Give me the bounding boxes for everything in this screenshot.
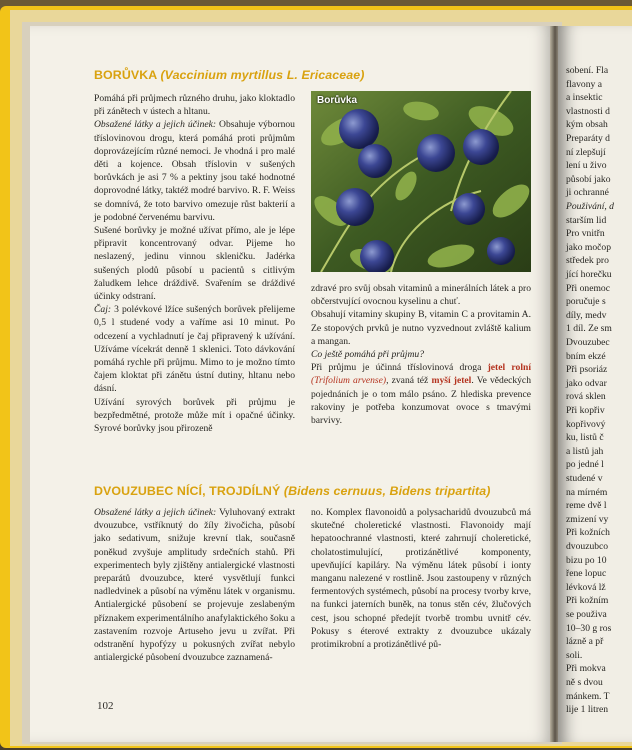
right-page-line: středek pro xyxy=(566,255,609,267)
right-page-line: Použivání, d xyxy=(566,201,614,212)
right-page-line: řene lopuc xyxy=(566,568,607,580)
right-page-line: ji ochranné xyxy=(566,187,609,199)
blueberry-photo xyxy=(311,91,531,272)
right-page-line: 1 díl. Ze sm xyxy=(566,323,612,335)
right-page-line: rová sklen xyxy=(566,391,606,403)
heading-title: BORŮVKA xyxy=(94,68,157,82)
right-page-line: na mírném xyxy=(566,486,608,498)
boruvka-right-column xyxy=(311,282,531,427)
right-page-line: se použiva xyxy=(566,609,607,620)
paragraph: zdravé pro svůj obsah vitaminů a minerálních látek a pro občerstvující ovocnou kyselinu a chuť. xyxy=(311,283,531,308)
right-page-line: a listů jah xyxy=(566,445,604,457)
blueberry-illustration xyxy=(311,91,531,272)
paragraph: Sušené borůvky je možné užívat přímo, ale je lépe připravit koncentrovaný odvar. Pijeme ho neslazený, jedinu vinnou skleničku. Jadérka sušených plodů působí u pacientů s citlivým žaludkem lehce dráždivě. Svařením se dráždivé účinky odstraní. xyxy=(94,225,295,303)
right-page-line: poručuje s xyxy=(566,296,606,308)
right-page-line: působí jako xyxy=(566,173,611,185)
right-page-line: po jedné l xyxy=(566,459,604,471)
right-page-line: ku, listů č xyxy=(566,432,604,444)
right-page-line: vlastnosti d xyxy=(566,105,610,117)
heading-title: DVOUZUBEC NÍCÍ, TROJDÍLNÝ xyxy=(94,484,281,498)
right-page-line: Při psoriáz xyxy=(566,364,608,376)
right-page-line: bizu po 10 xyxy=(566,554,607,566)
right-page-line: reme dvě l xyxy=(566,500,607,512)
right-page-line: Při kožních xyxy=(566,527,610,539)
right-page-line: dvouzubco xyxy=(566,541,609,552)
right-page-line: flavony a xyxy=(566,78,602,90)
right-page-line: lázně a př xyxy=(566,636,604,648)
right-page-line: sobení. Fla xyxy=(566,65,609,76)
right-page-line: jící horečku xyxy=(566,269,612,280)
right-page-line: a insektic xyxy=(566,92,603,104)
right-page-line: lení u živo xyxy=(566,160,607,172)
question-line: Co ještě pomáhá při průjmu? xyxy=(311,349,424,361)
right-page-line: soli. xyxy=(566,649,583,661)
dvouzubec-left-column xyxy=(94,506,295,664)
paragraph: no. Komplex flavonoidů a polysacharidů dvouzubců má skutečné choleretické vlastnosti. Flavonoidy mají hepatoochranné vlastnosti, které zahrnují choleretické, cholatostimulující, protizánětlivé komponenty, upevňující kapiláry. Na výměnu látek působí i ionty manganu nalezené v rostlině. Jsou zastoupeny v různých fermentových systémech, působí na procesy tvorby krve, na funkci jaterních buněk, na tonus stěn cév, žlučových cest, jsou schopné předejít tvorbě trombu uvnitř cév. Pokusy s éterové extrakty z dvouzubce ukázaly protimikrobní a protizánětlivé pů- xyxy=(311,507,531,651)
right-page-line: kopřivový xyxy=(566,418,606,430)
right-page-line: jako odvar xyxy=(566,377,607,389)
heading-latin: (Bidens cernuus, Bidens tripartita) xyxy=(283,484,491,498)
right-page-line: starším lid xyxy=(566,214,607,226)
paragraph: Obsahují vitaminy skupiny B, vitamin C a provitamin A. Ze stopových prvků je nutno vyzvednout zvláště kalium a mangan. xyxy=(311,309,531,347)
right-page-line: bním ekzé xyxy=(566,350,606,362)
right-page-line: kým obsah xyxy=(566,119,608,131)
paragraph: Pomáhá při průjmech různého druhu, jako kloktadlo při zánětech v ústech a hltanu. xyxy=(94,93,295,118)
paragraph: Užívání syrových borůvek při průjmu je bezpředmětné, protože může mít i opačné účinky. Syrové borůvky jsou přirozeně xyxy=(94,396,295,435)
right-page-line: mánkem. T xyxy=(566,690,610,702)
boruvka-left-column xyxy=(94,92,295,435)
right-page-line: Při kopřiv xyxy=(566,405,605,416)
paragraph: Čaj: 3 polévkové lžíce sušených borůvek přelijeme 0,5 l studené vody a vaříme asi 10 minut. Po odcezení a vychladnutí je čaj připravený k užívání. Užíváme vícekrát denně 1 sklenici. Toto dávkování pomáhá rychle při průjmu. Mimo to je možno tímto čajem kloktat při zánětu ústní dutiny, hltanu nebo dásní. xyxy=(94,304,295,395)
right-page-line: Dvouzubec xyxy=(566,337,610,348)
photo-label: Borůvka xyxy=(317,95,358,106)
right-page-line: Při onemoc xyxy=(566,282,610,294)
paragraph: Při průjmu je účinná tříslovinová droga jetel rolní (Trifolium arvense), zvaná též myší jetel. Ve vědeckých pojednáních je o tom málo psáno. Z hlediska prevence rakoviny je potřeba konzumovat ovoce s tmavými barvivy. xyxy=(311,362,531,427)
right-page-line: ní zlepšují xyxy=(566,146,606,158)
paragraph: Obsažené látky a jejich účinek: Obsahuje výbornou tříslovinovou drogu, která pomáhá proti průjmům doprovázejícím různé nemoci. Je vhodná i pro malé děti a kojence. Obsah tříslovin v sušených borůvkách je asi 7 % a pektiny jsou také hodnotné doprovodné látky, taktéž modré barvivo. R. F. Weiss se domnívá, že toto barvivo omezuje růst bakterií a je podobné červenému barvivu. xyxy=(94,119,295,223)
right-page-line: studené v xyxy=(566,473,603,484)
right-page-line: Při kožním xyxy=(566,595,609,607)
right-page-line: Při mokva xyxy=(566,663,606,675)
right-page-line: lije 1 litren xyxy=(566,704,609,716)
right-page-line: Preparáty d xyxy=(566,133,610,144)
right-page-line: zmizení vy xyxy=(566,513,609,525)
right-page-line: 10–30 g ros xyxy=(566,622,612,634)
paragraph: Obsažené látky a jejich účinek: Vyluhovaný extrakt dvouzubce, vstříknutý do žíly živočicha, působí jako sedativum, snižuje krevní tlak, současně poněkud zvyšuje amplitudy srdečních stahů. Při experimentech byly zjištěny antialergické vlastnosti preparátů dvouzubce, které vysvětlují funkci nadledvinek a působí na výměnu látek v organismu. Antialergické působení se projevuje zeslabeným příznakem experimentálního anafylaktického šoku a zastavením rozvoje Artuseho jevu u zvířat. Při odstranění hypofýzy u pokusných zvířat nebylo antialergické působení dvouzubce zaznamená- xyxy=(94,507,295,664)
right-page-line: díly, medv xyxy=(566,309,607,321)
page-number: 102 xyxy=(97,700,114,712)
heading-latin: (Vaccinium myrtillus L. Ericaceae) xyxy=(160,68,365,82)
right-page-line: Pro vnitřn xyxy=(566,228,605,240)
right-page-line: lévková lž xyxy=(566,581,606,593)
right-page xyxy=(558,26,632,742)
section-heading-dvouzubec xyxy=(94,484,490,498)
dvouzubec-right-column xyxy=(311,506,531,651)
right-page-line: jako močop xyxy=(566,241,612,253)
section-heading-boruvka xyxy=(94,68,364,82)
right-page-line: ně s dvou xyxy=(566,677,603,688)
